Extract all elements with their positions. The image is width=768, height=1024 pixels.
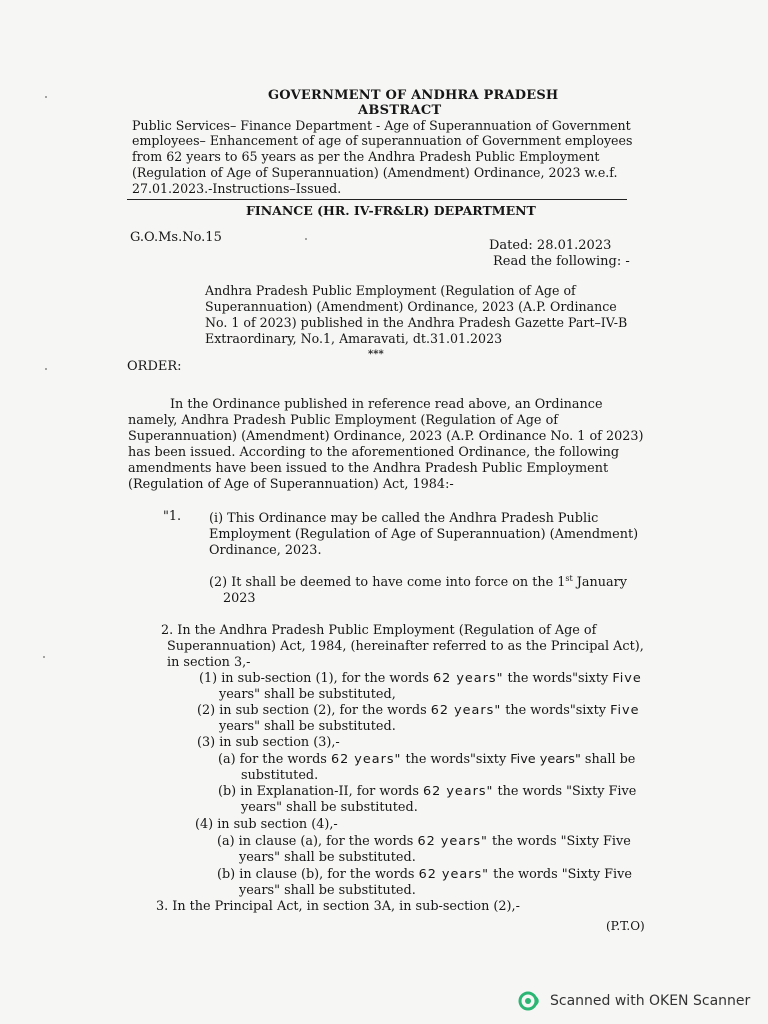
scan-speck	[45, 96, 47, 98]
government-heading: GOVERNMENT OF ANDHRA PRADESH	[268, 88, 559, 103]
reference-line: No. 1 of 2023) published in the Andhra Pradesh Gazette Part–IV-B	[205, 315, 628, 330]
sub-section-4b-line: (b) in clause (b), for the words 62 years" the words "Sixty Five	[217, 867, 632, 882]
order-paragraph-line: has been issued. According to the aforementioned Ordinance, the following	[128, 445, 620, 460]
subject-line: employees– Enhancement of age of superannuation of Government employees	[132, 133, 633, 148]
sub-section-2-line: (2) in sub section (2), for the words 62 years" the words"sixty Five	[197, 703, 640, 718]
scan-speck	[45, 368, 47, 370]
sub-section-4b-line: years" shall be substituted.	[239, 883, 416, 898]
pto-note: (P.T.O)	[606, 919, 645, 933]
sub-section-4a-line: (a) in clause (a), for the words 62 years" the words "Sixty Five	[217, 834, 631, 849]
scan-speck	[305, 238, 307, 240]
sub-section-3b-line: years" shall be substituted.	[241, 800, 418, 815]
order-paragraph-line: amendments have been issued to the Andhra Pradesh Public Employment	[128, 461, 609, 476]
item-1-line: Ordinance, 2023.	[209, 543, 322, 558]
order-paragraph-line: Superannuation) (Amendment) Ordinance, 2023 (A.P. Ordinance No. 1 of 2023)	[128, 429, 644, 444]
header-divider	[127, 199, 627, 200]
scan-speck	[43, 656, 45, 658]
sub-section-1-line: years" shall be substituted,	[219, 687, 396, 702]
item-2-intro-line: 2. In the Andhra Pradesh Public Employment (Regulation of Age of	[161, 623, 597, 638]
reference-line: Extraordinary, No.1, Amaravati, dt.31.01.2023	[205, 331, 503, 346]
reference-line: Superannuation) (Amendment) Ordinance, 2023 (A.P. Ordinance	[205, 299, 617, 314]
oken-scanner-logo-icon	[518, 991, 542, 1011]
sub-section-3a-line: (a) for the words 62 years" the words"sixty Five years" shall be	[218, 752, 636, 767]
go-number: G.O.Ms.No.15	[130, 230, 222, 245]
item-1-year: 2023	[223, 591, 256, 606]
read-following-line: Read the following: -	[493, 254, 630, 269]
scanner-watermark	[518, 990, 750, 1012]
sub-section-3b-line: (b) in Explanation-II, for words 62 years" the words "Sixty Five	[218, 784, 637, 799]
scanner-watermark-text: Scanned with OKEN Scanner	[550, 993, 751, 1009]
sub-section-1-line: (1) in sub-section (1), for the words 62 years" the words"sixty Five	[199, 671, 642, 686]
subject-line: (Regulation of Age of Superannuation) (Amendment) Ordinance, 2023 w.e.f.	[132, 165, 618, 180]
item-1-line: (i) This Ordinance may be called the Andhra Pradesh Public	[209, 511, 599, 526]
sub-section-3a-line: substituted.	[241, 768, 319, 783]
item-2-intro-line: Superannuation) Act, 1984, (hereinafter referred to as the Principal Act),	[167, 639, 644, 654]
subject-line: 27.01.2023.-Instructions–Issued.	[132, 181, 342, 196]
sub-section-2-line: years" shall be substituted.	[219, 719, 396, 734]
reference-line: Andhra Pradesh Public Employment (Regulation of Age of	[205, 283, 576, 298]
superscript-st: st	[565, 574, 573, 583]
item-3-line: 3. In the Principal Act, in section 3A, in sub-section (2),-	[156, 899, 520, 914]
sub-section-4a-line: years" shall be substituted.	[239, 850, 416, 865]
order-paragraph-line: namely, Andhra Pradesh Public Employment (Regulation of Age of	[128, 413, 559, 428]
order-label: ORDER:	[127, 359, 182, 374]
item-1-line: Employment (Regulation of Age of Superannuation) (Amendment)	[209, 527, 639, 542]
subject-line: Public Services– Finance Department - Age of Superannuation of Government	[132, 118, 631, 133]
sub-section-3-heading: (3) in sub section (3),-	[197, 735, 340, 750]
order-paragraph-line: In the Ordinance published in reference read above, an Ordinance	[170, 397, 603, 412]
separator-stars: ***	[368, 349, 384, 360]
subject-line: from 62 years to 65 years as per the Andhra Pradesh Public Employment	[132, 149, 600, 164]
abstract-heading: ABSTRACT	[358, 103, 442, 118]
sub-section-4-heading: (4) in sub section (4),-	[195, 817, 338, 832]
item-1-number: "1.	[163, 509, 182, 524]
item-1-clause-2: (2) It shall be deemed to have come into force on the 1st January	[209, 574, 628, 590]
item-2-intro-line: in section 3,-	[167, 655, 251, 670]
dated-line: Dated: 28.01.2023	[489, 238, 612, 253]
department-heading: FINANCE (HR. IV-FR&LR) DEPARTMENT	[246, 203, 536, 218]
order-paragraph-line: (Regulation of Age of Superannuation) Act, 1984:-	[128, 477, 454, 492]
